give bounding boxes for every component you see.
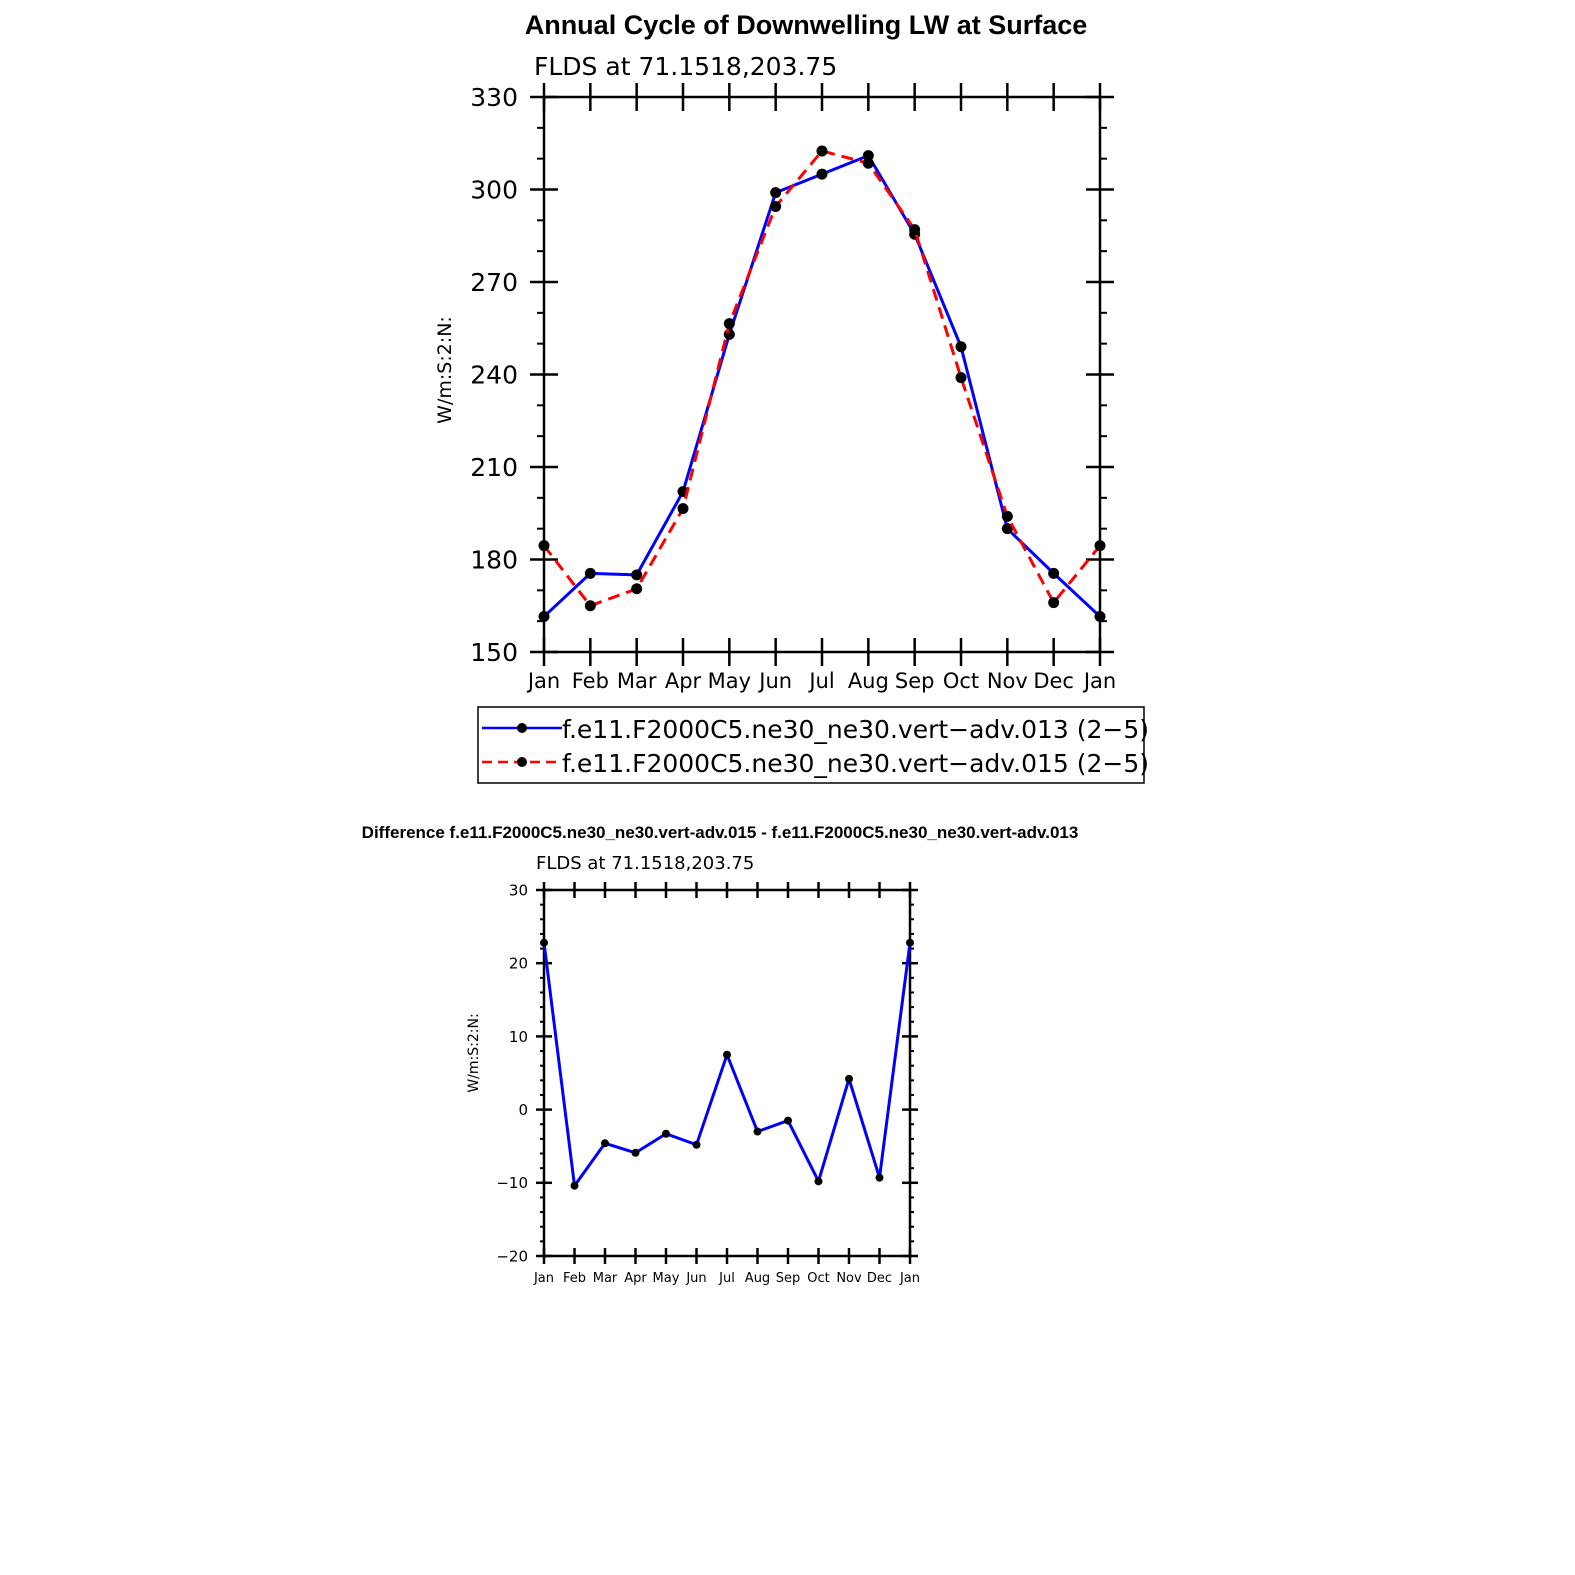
legend-label-015: f.e11.F2000C5.ne30_ne30.vert−adv.015 (2−5) [562,749,1150,778]
y-tick-label: 10 [508,1027,528,1046]
x-tick-label: Jun [686,1271,707,1286]
x-tick-label: Apr [624,1271,647,1286]
x-tick-label: Sep [894,669,935,693]
x-tick-label: Jan [533,1271,555,1286]
y-tick-label: 330 [470,83,518,112]
chart-title: Annual Cycle of Downwelling LW at Surface [524,10,1088,40]
series-2-point [1095,540,1106,551]
series-2-point [585,600,596,611]
series-1-point [1095,611,1106,622]
x-tick-label: Jul [809,669,835,693]
series-1-point [876,1174,884,1182]
legend-marker-015 [517,757,527,767]
series-1-point [817,169,828,180]
legend [478,707,1149,783]
y-tick-label: 150 [470,638,518,667]
x-tick-label: Aug [847,669,889,693]
difference-y-axis-label: W/m:S:2:N: [466,1013,482,1093]
x-tick-label: Mar [616,669,657,693]
series-1-point [815,1177,823,1185]
series-1-point [1048,568,1059,579]
series-1-point [662,1130,670,1138]
series-2-point [956,372,967,383]
x-tick-label: Feb [571,669,609,693]
x-tick-label: Nov [986,669,1028,693]
series-1-point [906,939,914,947]
y-tick-label: −20 [496,1247,528,1266]
difference-subtitle: FLDS at 71.1518,203.75 [536,853,755,874]
y-tick-label: 30 [508,881,528,900]
series-2-point [863,158,874,169]
series-2-point [539,540,550,551]
y-tick-label: 0 [518,1101,528,1119]
series-1-point [724,329,735,340]
x-tick-label: Aug [744,1271,771,1286]
y-axis-label: W/m:S:2:N: [434,316,456,424]
series-2-point [909,224,920,235]
series-1-point [601,1139,609,1147]
y-tick-label: 270 [470,268,518,297]
series-1-point [540,939,548,947]
x-tick-label: Jan [1083,669,1117,693]
legend-marker-013 [517,723,527,733]
series-1-point [723,1051,731,1059]
x-tick-label: Feb [562,1271,587,1286]
legend-label-013: f.e11.F2000C5.ne30_ne30.vert−adv.013 (2−5) [562,715,1150,744]
series-2-point [724,318,735,329]
y-tick-label: −10 [496,1174,528,1193]
x-tick-label: Apr [664,669,702,693]
x-tick-label: Jan [527,669,561,693]
series-1-point [770,187,781,198]
x-tick-label: Jul [719,1271,735,1286]
x-tick-label: Oct [942,669,980,693]
series-2-point [1002,511,1013,522]
x-tick-label: Mar [592,1271,618,1286]
y-tick-label: 20 [508,954,528,973]
chart-subtitle: FLDS at 71.1518,203.75 [534,52,838,81]
series-1-point [956,341,967,352]
series-2-point [678,503,689,514]
x-tick-label: May [707,669,752,693]
x-tick-label: Sep [775,1271,801,1286]
series-1-point [571,1182,579,1190]
x-tick-label: Nov [836,1271,862,1286]
series-2-point [817,145,828,156]
series-1-point [754,1128,762,1136]
y-tick-label: 180 [470,545,518,575]
x-tick-label: Oct [807,1271,830,1286]
series-1-point [585,568,596,579]
series-1-point [784,1117,792,1125]
x-tick-label: May [652,1271,680,1286]
x-tick-label: Dec [866,1271,893,1286]
y-tick-label: 240 [470,360,518,390]
x-tick-label: Jan [899,1271,921,1286]
difference-title: Difference f.e11.F2000C5.ne30_ne30.vert-adv.015 - f.e11.F2000C5.ne30_ne30.vert-adv.013 [361,823,1079,842]
series-1-point [693,1141,701,1149]
series-1-point [632,1149,640,1157]
series-1-point [631,569,642,580]
series-2-point [1048,597,1059,608]
series-1-point [539,611,550,622]
series-1-point [845,1075,853,1083]
x-tick-label: Jun [759,669,793,693]
y-tick-label: 210 [470,453,518,482]
series-2-point [631,583,642,594]
series-2-point [770,201,781,212]
y-tick-label: 300 [470,175,518,205]
x-tick-label: Dec [1033,669,1074,693]
